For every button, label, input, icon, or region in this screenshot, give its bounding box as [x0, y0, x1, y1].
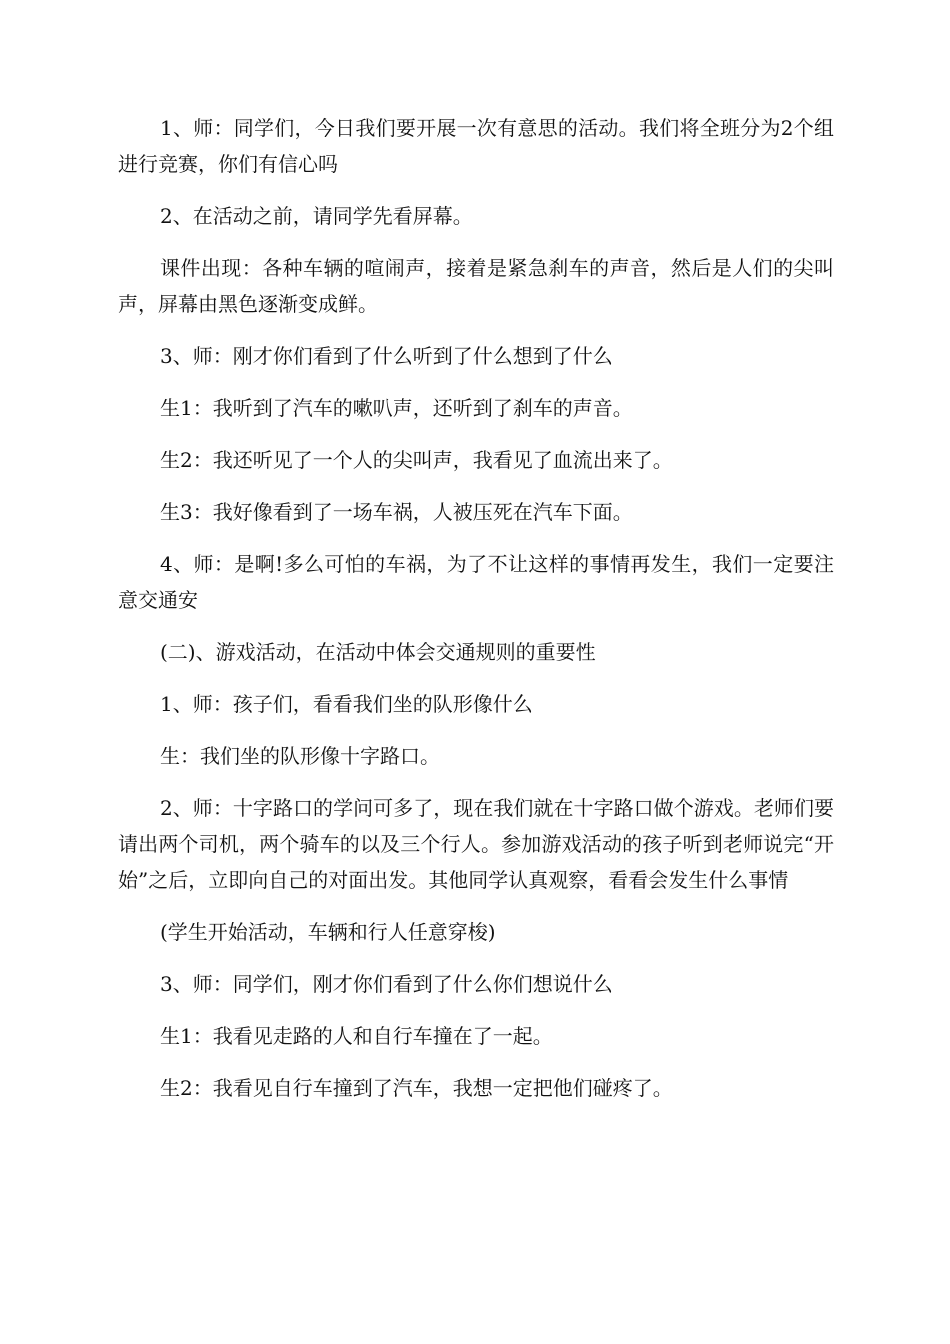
paragraph-8: 4、师：是啊!多么可怕的车祸，为了不让这样的事情再发生，我们一定要注意交通安 [118, 552, 834, 612]
paragraph-4: 3、师：刚才你们看到了什么听到了什么想到了什么 [160, 344, 613, 368]
paragraph-11: 生：我们坐的队形像十字路口。 [160, 744, 440, 768]
paragraph-1: 1、师：同学们，今日我们要开展一次有意思的活动。我们将全班分为2个组进行竞赛，你们有信心吗 [118, 116, 834, 176]
section-heading: (二)、游戏活动，在活动中体会交通规则的重要性 [160, 640, 596, 664]
paragraph-16: 生2：我看见自行车撞到了汽车，我想一定把他们碰疼了。 [160, 1076, 673, 1100]
paragraph-15: 生1：我看见走路的人和自行车撞在了一起。 [160, 1024, 553, 1048]
paragraph-10: 1、师：孩子们，看看我们坐的队形像什么 [160, 692, 533, 716]
paragraph-3: 课件出现：各种车辆的喧闹声，接着是紧急刹车的声音，然后是人们的尖叫声，屏幕由黑色逐渐变成鲜。 [118, 256, 834, 316]
paragraph-14: 3、师：同学们，刚才你们看到了什么你们想说什么 [160, 972, 613, 996]
paragraph-13: (学生开始活动，车辆和行人任意穿梭) [160, 920, 496, 944]
paragraph-5: 生1：我听到了汽车的嗽叭声，还听到了刹车的声音。 [160, 396, 633, 420]
paragraph-7: 生3：我好像看到了一场车祸，人被压死在汽车下面。 [160, 500, 633, 524]
paragraph-6: 生2：我还听见了一个人的尖叫声，我看见了血流出来了。 [160, 448, 673, 472]
document-body [118, 110, 834, 1122]
paragraph-12: 2、师：十字路口的学问可多了，现在我们就在十字路口做个游戏。老师们要请出两个司机，两个骑车的以及三个行人。参加游戏活动的孩子听到老师说完“开始”之后，立即向自己的对面出发。其他同学认真观察，看看会发生什么事情 [118, 796, 834, 892]
paragraph-2: 2、在活动之前，请同学先看屏幕。 [160, 204, 473, 228]
